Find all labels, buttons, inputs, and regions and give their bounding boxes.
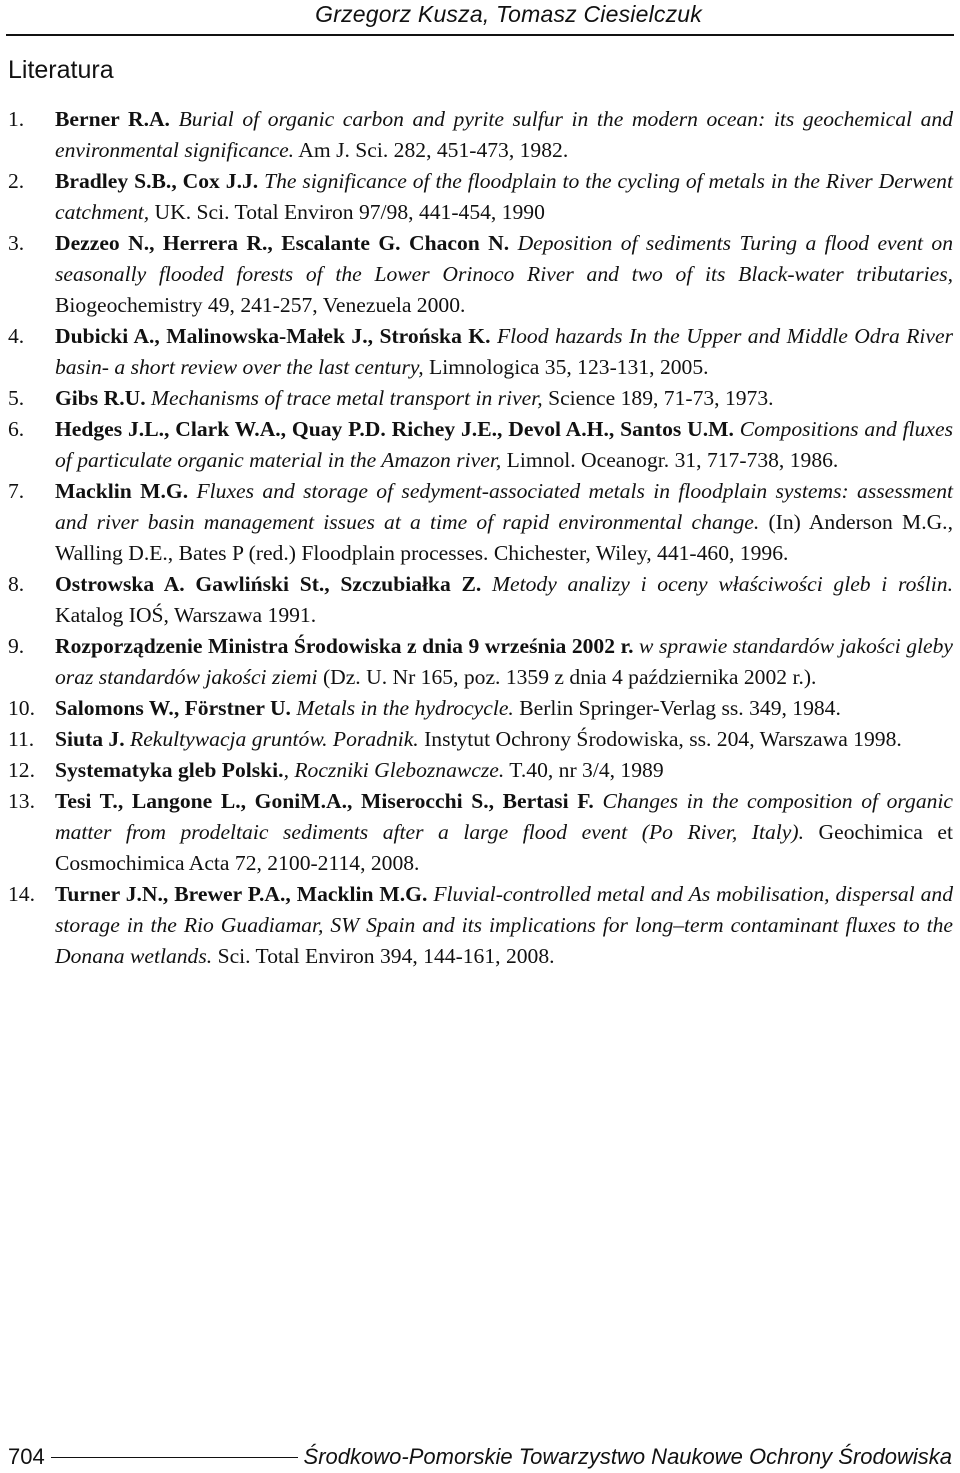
reference-number: 3. <box>8 231 25 255</box>
reference-authors: Bradley S.B., Cox J.J. <box>55 169 259 193</box>
reference-number: 14. <box>8 882 35 906</box>
reference-source: (Dz. U. Nr 165, poz. 1359 z dnia 4 października 2002 r.). <box>322 665 817 689</box>
reference-title: Rekultywacja gruntów. Poradnik. <box>130 727 419 751</box>
reference-authors: Rozporządzenie Ministra Środowiska z dnia 9 września 2002 r. <box>55 634 634 658</box>
reference-authors: Dezzeo N., Herrera R., Escalante G. Chacon N. <box>55 231 510 255</box>
reference-source: Katalog IOŚ, Warszawa 1991. <box>55 603 317 627</box>
reference-title: Flood hazards In the Upper and Middle Odra River basin- a short review over the last century, <box>55 324 953 379</box>
reference-source: Limnol. Oceanogr. 31, 717-738, 1986. <box>506 448 839 472</box>
reference-title: Fluvial-controlled metal and As mobilisation, dispersal and storage in the Rio Guadiamar, SW Spain and its implications for long–term contaminant fluxes to the Donana wetlands. <box>55 882 953 968</box>
reference-source: UK. Sci. Total Environ 97/98, 441-454, 1990 <box>154 200 545 224</box>
reference-authors: Macklin M.G. <box>55 479 189 503</box>
reference-item <box>8 569 953 631</box>
reference-number: 13. <box>8 789 35 813</box>
reference-authors: Hedges J.L., Clark W.A., Quay P.D. Richey J.E., Devol A.H., Santos U.M. <box>55 417 734 441</box>
reference-title: Burial of organic carbon and pyrite sulfur in the modern ocean: its geochemical and environmental significance. <box>55 107 953 162</box>
running-head-authors: Grzegorz Kusza, Tomasz Ciesielczuk <box>315 1 702 27</box>
reference-authors: Siuta J. <box>55 727 125 751</box>
reference-source: Biogeochemistry 49, 241-257, Venezuela 2000. <box>55 293 466 317</box>
section-title: Literatura <box>8 56 114 84</box>
reference-item <box>8 166 953 228</box>
reference-source: Limnologica 35, 123-131, 2005. <box>429 355 709 379</box>
page-number: 704 <box>8 1444 45 1469</box>
reference-title: Deposition of sediments Turing a flood event on seasonally flooded forests of the Lower Orinoco River and two of its Black-water tributaries, <box>55 231 953 286</box>
footer-society-name: Środkowo-Pomorskie Towarzystwo Naukowe Ochrony Środowiska <box>303 1444 952 1469</box>
reference-item <box>8 228 953 321</box>
page-footer <box>8 1442 952 1472</box>
reference-item <box>8 755 953 786</box>
reference-item <box>8 383 953 414</box>
reference-item <box>8 321 953 383</box>
reference-title: Changes in the composition of organic matter from prodeltaic sediments after a large flood event (Po River, Italy). <box>55 789 953 844</box>
reference-number: 12. <box>8 758 35 782</box>
footer-rule <box>51 1457 298 1458</box>
reference-item <box>8 786 953 879</box>
reference-item <box>8 104 953 166</box>
reference-title: The significance of the floodplain to the cycling of metals in the River Derwent catchment, <box>55 169 953 224</box>
reference-source: Berlin Springer-Verlag ss. 349, 1984. <box>519 696 841 720</box>
reference-title: Mechanisms of trace metal transport in river, <box>151 386 543 410</box>
reference-authors: Dubicki A., Malinowska-Małek J., Strońska K. <box>55 324 491 348</box>
reference-number: 7. <box>8 479 25 503</box>
reference-source: Instytut Ochrony Środowiska, ss. 204, Warszawa 1998. <box>424 727 902 751</box>
reference-source: Science 189, 71-73, 1973. <box>548 386 774 410</box>
reference-authors: Tesi T., Langone L., GoniM.A., Miserocchi S., Bertasi F. <box>55 789 594 813</box>
reference-title: Metals in the hydrocycle. <box>296 696 514 720</box>
reference-number: 2. <box>8 169 25 193</box>
reference-item <box>8 879 953 972</box>
reference-source: T.40, nr 3/4, 1989 <box>509 758 664 782</box>
page-header <box>6 0 954 36</box>
reference-number: 8. <box>8 572 25 596</box>
reference-item <box>8 476 953 569</box>
reference-number: 11. <box>8 727 35 751</box>
reference-number: 6. <box>8 417 25 441</box>
reference-number: 5. <box>8 386 25 410</box>
reference-item <box>8 693 953 724</box>
reference-item <box>8 631 953 693</box>
reference-title: w sprawie standardów jakości gleby oraz standardów jakości ziemi <box>55 634 953 689</box>
reference-title: Compositions and fluxes of particulate organic material in the Amazon river, <box>55 417 953 472</box>
reference-source: Sci. Total Environ 394, 144-161, 2008. <box>217 944 555 968</box>
reference-source: Geochimica et Cosmochimica Acta 72, 2100-2114, 2008. <box>55 820 953 875</box>
reference-title: Fluxes and storage of sedyment-associated metals in floodplain systems: assessment and river basin management issues at a time of rapid environmental change. <box>55 479 953 534</box>
reference-item <box>8 724 953 755</box>
reference-source: (In) Anderson M.G., Walling D.E., Bates P (red.) Floodplain processes. Chichester, Wiley, 441-460, 1996. <box>55 510 953 565</box>
reference-title: , Roczniki Gleboznawcze. <box>283 758 505 782</box>
reference-authors: Turner J.N., Brewer P.A., Macklin M.G. <box>55 882 428 906</box>
reference-number: 9. <box>8 634 25 658</box>
reference-authors: Ostrowska A. Gawliński St., Szczubiałka Z. <box>55 572 482 596</box>
reference-title: Metody analizy i oceny właściwości gleb i roślin. <box>492 572 953 596</box>
reference-authors: Berner R.A. <box>55 107 170 131</box>
reference-number: 4. <box>8 324 25 348</box>
reference-number: 1. <box>8 107 25 131</box>
reference-authors: Systematyka gleb Polski. <box>55 758 284 782</box>
reference-list <box>8 104 953 972</box>
reference-source: Am J. Sci. 282, 451-473, 1982. <box>298 138 569 162</box>
reference-item <box>8 414 953 476</box>
reference-authors: Gibs R.U. <box>55 386 146 410</box>
reference-authors: Salomons W., Förstner U. <box>55 696 291 720</box>
reference-number: 10. <box>8 696 35 720</box>
